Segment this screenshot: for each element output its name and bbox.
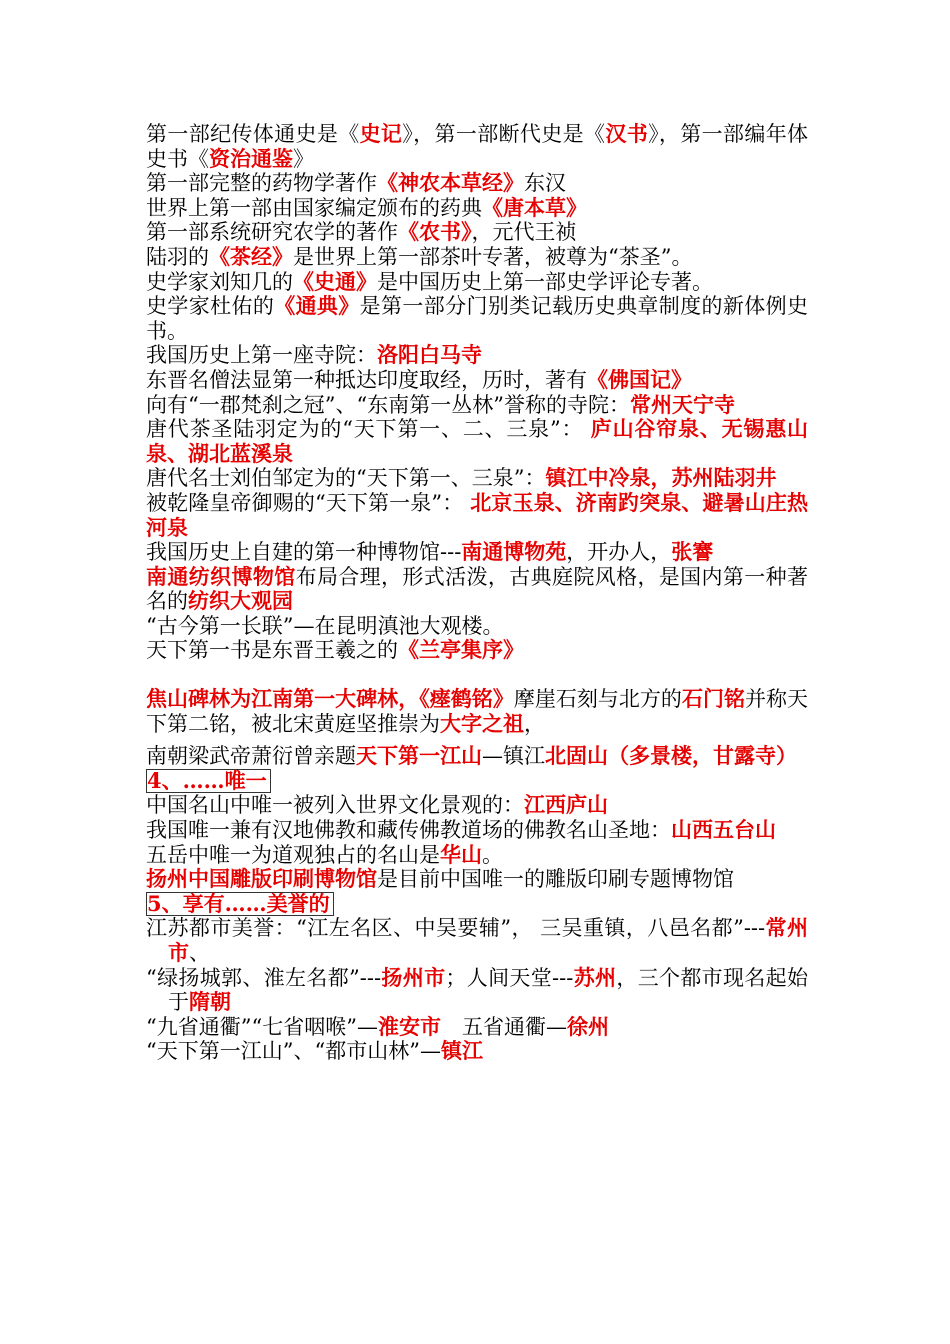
body-text: ，元代王祯 (471, 220, 577, 245)
body-text: 》，第一部编年体史书《 (146, 122, 809, 171)
text-line (146, 687, 808, 736)
body-text: 布局合理，形式活泼，古典庭院风格，是国内第一种著名的 (146, 564, 809, 614)
body-text: 是第一部分门别类记载历史典章制度的新体例史书。 (146, 294, 809, 343)
section-heading-honors: 5、享有……美誉的 (146, 892, 334, 916)
text-line (146, 966, 808, 1015)
text-line (146, 565, 808, 614)
highlight-text: 大字之祖 (440, 710, 524, 736)
highlight-text: 苏州 (573, 964, 617, 990)
text-line (146, 417, 808, 466)
highlight-text: 《瘗鹤铭》 (419, 686, 514, 712)
text-line (146, 843, 808, 868)
highlight-text: 隋朝 (189, 989, 231, 1015)
body-text: 唐代茶圣陆羽定为的“天下第一、二、三泉”： (146, 417, 591, 442)
text-line (146, 196, 808, 221)
highlight-text: 山西五台山 (671, 817, 776, 843)
section-honors (146, 916, 808, 1064)
highlight-text: 扬州中国雕版印刷博物馆 (146, 866, 377, 892)
highlight-text: 镇江中冷泉，苏州陆羽井 (545, 465, 777, 491)
highlight-text: 庐山谷帘泉、无锡惠山泉、湖北蓝溪泉 (146, 416, 808, 466)
text-line (146, 1015, 808, 1040)
heading-row-5 (146, 892, 808, 917)
highlight-text: 《神农本草经》 (377, 170, 524, 196)
highlight-text: 《史通》 (293, 268, 377, 294)
highlight-text: 徐州 (566, 1013, 609, 1039)
body-text: 陆羽的 (146, 244, 209, 269)
body-text: 》 (293, 146, 314, 171)
highlight-text: 汉书 (605, 121, 649, 146)
body-text: 东汉 (524, 171, 566, 196)
text-line (146, 793, 808, 818)
body-text: 唐代名士刘伯邹定为的“天下第一、三泉”： (146, 466, 546, 491)
section-firsts (146, 122, 808, 663)
highlight-text: 北固山（多景楼，甘露寺） (545, 743, 797, 769)
body-text: 史学家刘知几的 (146, 269, 293, 294)
section-steles (146, 687, 808, 736)
body-text: 。 (482, 842, 503, 867)
highlight-text: 纺织大观园 (188, 588, 293, 614)
body-text: ；人间天堂--- (445, 965, 574, 990)
body-text: “九省通衢”“七省咽喉”— (146, 1014, 378, 1039)
highlight-text: 《茶经》 (209, 243, 293, 269)
highlight-text: 南通纺织博物馆 (146, 563, 296, 589)
body-text: ，三个都市现名起始于 (168, 965, 809, 1015)
body-text: 我国历史上自建的第一种博物馆--- (146, 540, 462, 565)
highlight-text: 镇江 (440, 1038, 483, 1064)
highlight-text: 洛阳白马寺 (377, 342, 482, 368)
body-text: 我国历史上第一座寺院： (146, 343, 377, 368)
highlight-text: 张謇 (671, 539, 714, 565)
text-line (146, 368, 808, 393)
highlight-text: 南通博物苑 (461, 539, 567, 565)
body-text: 第一部完整的药物学著作 (146, 171, 377, 196)
section-only (146, 793, 808, 891)
highlight-text: 天下第一江山 (356, 743, 482, 769)
text-line (146, 1039, 808, 1064)
highlight-text: 江西庐山 (524, 792, 608, 818)
text-line (146, 393, 808, 418)
body-text: 天下第一书是东晋王羲之的 (146, 638, 398, 663)
body-text: 是世界上第一部茶叶专著，被尊为“茶圣”。 (293, 244, 693, 269)
text-line (146, 270, 808, 295)
text-line (146, 294, 808, 343)
body-text: 》，第一部断代史是《 (402, 122, 606, 146)
highlight-text: 《唐本草》 (482, 194, 587, 220)
body-text: ，开办人， (566, 540, 672, 565)
text-line (146, 245, 808, 270)
highlight-text: 淮安市 (377, 1013, 441, 1039)
body-text: 五省通衢— (440, 1014, 567, 1039)
highlight-text: 扬州市 (381, 964, 446, 990)
body-text: 南朝梁武帝萧衍曾亲题 (146, 744, 356, 769)
body-text: 我国唯一兼有汉地佛教和藏传佛教道场的佛教名山圣地： (146, 818, 671, 843)
body-text: 向有“一郡梵刹之冠”、“东南第一丛林”誉称的寺院： (146, 392, 630, 417)
body-text: 东晋名僧法显第一种抵达印度取经，历时，著有 (146, 367, 587, 392)
body-text: 第一部纪传体通史是《 (146, 122, 360, 146)
body-text: 并称天下第二铭，被北宋黄庭坚推崇为 (146, 687, 809, 736)
body-text: 被乾隆皇帝御赐的“天下第一泉”： (146, 490, 471, 515)
text-line (146, 540, 808, 565)
text-line (146, 638, 808, 663)
body-text: 摩崖石刻与北方的 (513, 687, 682, 712)
document-page (146, 122, 808, 1064)
text-line (146, 614, 808, 639)
body-text: —镇江 (482, 744, 545, 769)
highlight-text: 华山 (440, 841, 482, 867)
body-text: 第一部系统研究农学的著作 (146, 220, 398, 245)
highlight-text: 常州天宁寺 (629, 391, 735, 417)
body-text: 是目前中国唯一的雕版印刷专题博物馆 (377, 867, 734, 892)
highlight-text: 《通典》 (274, 293, 360, 319)
section-heading-only: 4、……唯一 (146, 769, 271, 793)
text-line (146, 491, 808, 540)
text-line (146, 818, 808, 843)
body-text: 江苏都市美誉：“江左名区、中吴要辅”， 三吴重镇，八邑名都”--- (146, 916, 766, 941)
highlight-text: 《兰亭集序》 (398, 637, 524, 663)
text-line (146, 122, 808, 171)
text-line (146, 466, 808, 491)
text-line (146, 343, 808, 368)
body-text: 中国名山中唯一被列入世界文化景观的： (146, 793, 524, 818)
highlight-text: 资治通鉴 (209, 145, 293, 171)
highlight-text: 石门铭 (681, 686, 746, 712)
body-text: “天下第一江山”、“都市山林”— (146, 1039, 441, 1064)
body-text: 是中国历史上第一部史学评论专著。 (377, 269, 713, 294)
body-text: ， (524, 711, 545, 736)
blank-line (146, 663, 808, 687)
body-text: 、 (189, 941, 210, 965)
text-line (146, 220, 808, 245)
text-line (146, 171, 808, 196)
body-text: 世界上第一部由国家编定颁布的药典 (146, 195, 482, 220)
section-beigu (146, 744, 808, 769)
body-text: 史学家杜佑的 (146, 294, 275, 319)
body-text: “古今第一长联”—在昆明滇池大观楼。 (146, 613, 504, 638)
highlight-text: 《佛国记》 (587, 366, 692, 392)
body-text: “绿扬城郭、淮左名都”--- (146, 965, 382, 990)
text-line (146, 916, 808, 965)
body-text: 五岳中唯一为道观独占的名山是 (146, 842, 440, 867)
highlight-text: 《农书》 (398, 219, 472, 245)
highlight-text: 焦山碑林为江南第一大碑林， (146, 686, 420, 712)
highlight-text: 史记 (359, 121, 403, 146)
highlight-text: 北京玉泉、济南趵突泉、避暑山庄热河泉 (146, 489, 809, 540)
heading-row-4 (146, 769, 808, 794)
text-line (146, 744, 808, 769)
text-line (146, 867, 808, 892)
highlight-text: 常州市 (168, 915, 809, 965)
